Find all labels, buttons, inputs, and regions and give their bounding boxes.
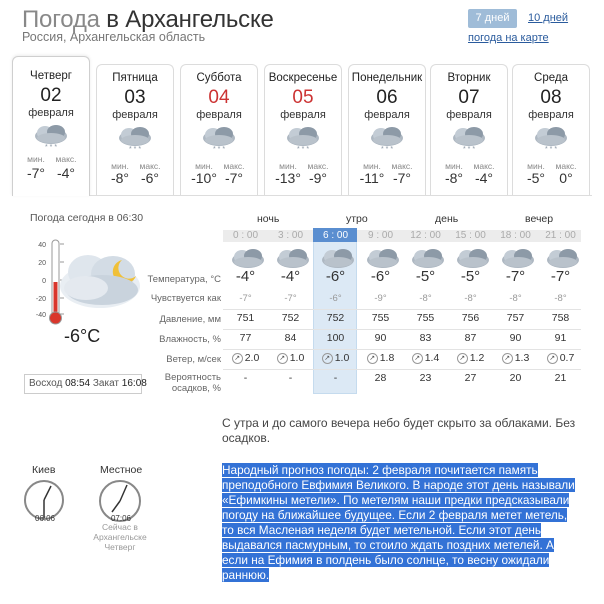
svg-text:* * *: * * * — [297, 146, 310, 152]
row-label-wind: Ветер, м/сек — [166, 354, 221, 365]
day-tab-2[interactable] — [96, 64, 174, 195]
hour-weather-icon — [318, 246, 354, 264]
wind-direction-icon: ↗ — [367, 353, 378, 364]
min-label: мин. — [195, 161, 213, 171]
current-weather-label: Погода сегодня в 06:30 — [30, 212, 144, 224]
kiev-clock-time: 06:06 — [34, 514, 56, 523]
wind-direction-icon: ↗ — [547, 353, 558, 364]
cell-temp: -4° — [235, 268, 256, 285]
min-max-labels — [13, 154, 89, 164]
hour-weather-icon — [498, 246, 534, 264]
row-label-feels: Чувствуется как — [150, 293, 221, 304]
max-temp: -7° — [392, 170, 412, 186]
svg-text:* * *: * * * — [213, 146, 226, 152]
cell-precip: - — [333, 372, 338, 384]
day-weather-icon — [531, 124, 571, 152]
max-temp: -9° — [308, 170, 328, 186]
weather-map-link[interactable]: погода на карте — [468, 32, 549, 44]
cloud-snow-icon — [531, 124, 571, 152]
hour-weather-icon — [543, 246, 579, 264]
min-temp: -5° — [526, 170, 546, 186]
wind-speed: 1.0 — [334, 352, 350, 364]
cell-feels: -9° — [374, 293, 387, 304]
period-label: вечер — [525, 213, 554, 225]
hour-label[interactable]: 15 : 00 — [455, 230, 486, 241]
cell-temp: -6° — [325, 268, 346, 285]
cloud-snow-icon — [283, 124, 323, 152]
day-tabs — [12, 56, 592, 196]
day-tab-4[interactable] — [264, 64, 342, 195]
title-city: в Архангельске — [106, 6, 274, 33]
cell-pressure: 755 — [371, 312, 390, 324]
scale-tick-label: -20 — [35, 296, 46, 303]
svg-text:* * *: * * * — [545, 146, 558, 152]
cell-feels: -8° — [419, 293, 432, 304]
cell-wind — [223, 352, 268, 364]
hour-weather-icon — [273, 246, 309, 264]
cloud-snow-icon — [115, 124, 155, 152]
cell-wind — [268, 352, 313, 364]
row-label-temp: Температура, °С — [147, 274, 221, 285]
min-max-temps — [513, 170, 589, 186]
scale-tick-label: 20 — [38, 260, 46, 267]
cell-wind — [358, 352, 403, 364]
wind-speed: 1.4 — [424, 352, 440, 364]
min-max-temps — [97, 170, 173, 186]
max-temp: -6° — [140, 170, 160, 186]
day-tab-7[interactable] — [512, 64, 590, 195]
local-clock-label: Местное — [100, 464, 143, 476]
cell-pressure: 758 — [551, 312, 570, 324]
current-weather-graphic — [18, 232, 148, 328]
wind-speed: 0.7 — [559, 352, 575, 364]
cell-feels: -8° — [554, 293, 567, 304]
svg-text:* * *: * * * — [45, 144, 58, 150]
day-number: 05 — [292, 87, 314, 108]
max-temp: 0° — [559, 170, 573, 186]
day-month: февраля — [364, 109, 410, 121]
cell-feels: -6° — [329, 293, 342, 304]
row-divider — [223, 329, 581, 330]
cloud-snow-icon — [449, 124, 489, 152]
min-label: мин. — [363, 161, 381, 171]
day-number: 03 — [124, 87, 146, 108]
day-number: 06 — [376, 87, 398, 108]
max-label: макс. — [223, 161, 245, 171]
row-divider — [223, 369, 581, 370]
sunrise-time: 08:54 — [65, 378, 91, 389]
hour-label[interactable]: 12 : 00 — [410, 230, 441, 241]
cell-humidity: 91 — [554, 332, 567, 344]
cloud-snow-icon — [31, 122, 71, 150]
cell-feels: -8° — [464, 293, 477, 304]
cell-precip: - — [288, 372, 293, 384]
day-weather-icon — [31, 122, 71, 150]
cell-feels: -7° — [239, 293, 252, 304]
hour-weather-icon — [453, 246, 489, 264]
svg-text:* * *: * * * — [463, 146, 476, 152]
hour-label[interactable]: 6 : 00 — [322, 230, 349, 241]
cell-feels: -7° — [284, 293, 297, 304]
cell-wind — [493, 352, 538, 364]
day-month: февраля — [280, 109, 326, 121]
local-clock-caption: Сейчас в Архангельске Четверг — [93, 522, 147, 552]
cell-temp: -7° — [505, 268, 526, 285]
day-number: 02 — [40, 85, 62, 106]
row-divider — [223, 349, 581, 350]
min-label: мин. — [445, 161, 463, 171]
max-label: макс. — [473, 161, 495, 171]
scale-tick-label: 40 — [38, 242, 46, 249]
cell-humidity: 100 — [326, 332, 345, 344]
cell-pressure: 752 — [281, 312, 300, 324]
day-name: Воскресенье — [268, 72, 338, 84]
day-month: февраля — [446, 109, 492, 121]
max-temp: -4° — [474, 170, 494, 186]
row-label-pressure: Давление, мм — [159, 314, 221, 325]
min-temp: -8° — [444, 170, 464, 186]
sunrise-label: Восход — [29, 378, 63, 389]
min-label: мин. — [27, 154, 45, 164]
day-tab-5[interactable] — [348, 64, 426, 195]
cell-precip: 21 — [554, 372, 567, 384]
cell-pressure: 752 — [326, 312, 345, 324]
wind-speed: 1.3 — [514, 352, 530, 364]
min-max-temps — [431, 170, 507, 186]
local-clock-time: 07:06 — [110, 514, 132, 523]
cloud-snow-icon — [367, 124, 407, 152]
cell-humidity: 87 — [464, 332, 477, 344]
hour-weather-icon — [228, 246, 264, 264]
cell-temp: -5° — [415, 268, 436, 285]
wind-direction-icon: ↗ — [502, 353, 513, 364]
cell-wind — [538, 352, 583, 364]
scale-tick-label: -40 — [35, 312, 46, 319]
svg-text:* * *: * * * — [129, 146, 142, 152]
wind-direction-icon: ↗ — [322, 353, 333, 364]
day-weather-icon — [115, 124, 155, 152]
title-prefix: Погода — [22, 6, 100, 33]
cell-pressure: 755 — [416, 312, 435, 324]
hour-weather-icon — [363, 246, 399, 264]
cell-wind — [313, 352, 358, 364]
region-subtitle: Россия, Архангельская область — [22, 30, 206, 44]
cell-temp: -7° — [550, 268, 571, 285]
day-tab-3[interactable] — [180, 64, 258, 195]
day-name: Четверг — [30, 70, 72, 82]
day-month: февраля — [196, 109, 242, 121]
min-max-temps — [181, 170, 257, 186]
cell-temp: -5° — [460, 268, 481, 285]
hour-label[interactable]: 3 : 00 — [277, 230, 304, 241]
row-divider — [223, 309, 581, 310]
day-weather-icon — [199, 124, 239, 152]
cell-humidity: 90 — [509, 332, 522, 344]
cell-temp: -4° — [280, 268, 301, 285]
max-temp: -7° — [224, 170, 244, 186]
cell-precip: - — [243, 372, 248, 384]
min-max-temps — [265, 170, 341, 186]
hour-label[interactable]: 21 : 00 — [545, 230, 576, 241]
cell-temp: -6° — [370, 268, 391, 285]
cell-humidity: 83 — [419, 332, 432, 344]
day-weather-icon — [283, 124, 323, 152]
cell-precip: 23 — [419, 372, 432, 384]
day-number: 08 — [540, 87, 562, 108]
max-label: макс. — [139, 161, 161, 171]
day-month: февраля — [528, 109, 574, 121]
cloud-snow-icon — [199, 124, 239, 152]
period-label: утро — [346, 213, 368, 225]
ten-days-link[interactable]: 10 дней — [528, 12, 569, 24]
min-max-temps — [13, 165, 89, 181]
hourly-table — [145, 208, 581, 400]
day-tab-6[interactable] — [430, 64, 508, 195]
folk-forecast — [222, 463, 582, 583]
day-tab-1[interactable] — [12, 56, 90, 196]
kiev-clock-label: Киев — [32, 464, 56, 476]
period-label: ночь — [257, 213, 280, 225]
sunset-label: Закат — [92, 378, 120, 389]
day-month: февраля — [28, 107, 74, 119]
cell-wind — [403, 352, 448, 364]
cloudy-night-icon — [60, 255, 140, 308]
wind-direction-icon: ↗ — [232, 353, 243, 364]
cell-pressure: 751 — [236, 312, 255, 324]
day-name: Пятница — [112, 72, 158, 84]
folk-forecast-text: Народный прогноз погоды: 2 февраля почитается память преподобного Евфимия Великого. В народе этот день называли «Ефимкины метели». По метелям наши предки предсказывали погоду на ближайшее будущее. Если 2 февраля метет метель, то вся Масленая неделя будет метельной. Если этот день выдавался пасмурным, то стоило ждать поздних метелей. А если на Ефимия в полдень было солнце, то весну ожидали раннюю. — [222, 463, 575, 582]
day-number: 04 — [208, 87, 230, 108]
sunset-time: 16:08 — [121, 378, 147, 389]
min-temp: -8° — [110, 170, 130, 186]
min-label: мин. — [111, 161, 129, 171]
day-name: Вторник — [447, 72, 491, 84]
cell-feels: -8° — [509, 293, 522, 304]
sunrise-sunset-box — [24, 374, 147, 394]
max-label: макс. — [555, 161, 577, 171]
max-temp: -4° — [56, 165, 76, 181]
day-name: Среда — [534, 72, 568, 84]
max-label: макс. — [391, 161, 413, 171]
row-label-humidity: Влажность, % — [159, 334, 221, 345]
row-label-precip: Вероятность осадков, % — [164, 372, 221, 394]
wind-speed: 1.0 — [289, 352, 305, 364]
wind-direction-icon: ↗ — [412, 353, 423, 364]
cell-precip: 28 — [374, 372, 387, 384]
cell-wind — [448, 352, 493, 364]
min-max-temps — [349, 170, 425, 186]
min-label: мин. — [279, 161, 297, 171]
cell-pressure: 756 — [461, 312, 480, 324]
svg-text:* * *: * * * — [381, 146, 394, 152]
cell-precip: 27 — [464, 372, 477, 384]
hour-label[interactable]: 9 : 00 — [367, 230, 394, 241]
min-temp: -10° — [191, 170, 217, 186]
day-number: 07 — [458, 87, 480, 108]
wind-speed: 2.0 — [244, 352, 260, 364]
cell-humidity: 90 — [374, 332, 387, 344]
max-label: макс. — [307, 161, 329, 171]
min-temp: -11° — [359, 170, 385, 186]
day-month: февраля — [112, 109, 158, 121]
wind-speed: 1.2 — [469, 352, 485, 364]
hour-label[interactable]: 18 : 00 — [500, 230, 531, 241]
cell-humidity: 84 — [284, 332, 297, 344]
cell-pressure: 757 — [506, 312, 525, 324]
min-label: мин. — [527, 161, 545, 171]
day-summary: С утра и до самого вечера небо будет скрыто за облаками. Без осадков. — [222, 416, 576, 445]
cell-precip: 20 — [509, 372, 522, 384]
scale-tick-label: 0 — [42, 278, 46, 285]
day-name: Понедельник — [351, 72, 423, 84]
max-label: макс. — [55, 154, 77, 164]
current-temperature: -6°C — [64, 326, 101, 346]
min-temp: -13° — [275, 170, 301, 186]
wind-direction-icon: ↗ — [277, 353, 288, 364]
wind-direction-icon: ↗ — [457, 353, 468, 364]
day-weather-icon — [367, 124, 407, 152]
hour-weather-icon — [408, 246, 444, 264]
day-name: Суббота — [196, 72, 242, 84]
period-label: день — [435, 213, 459, 225]
cell-humidity: 77 — [239, 332, 252, 344]
seven-days-button[interactable]: 7 дней — [468, 9, 517, 28]
hour-label[interactable]: 0 : 00 — [232, 230, 259, 241]
min-temp: -7° — [26, 165, 46, 181]
wind-speed: 1.8 — [379, 352, 395, 364]
day-weather-icon — [449, 124, 489, 152]
